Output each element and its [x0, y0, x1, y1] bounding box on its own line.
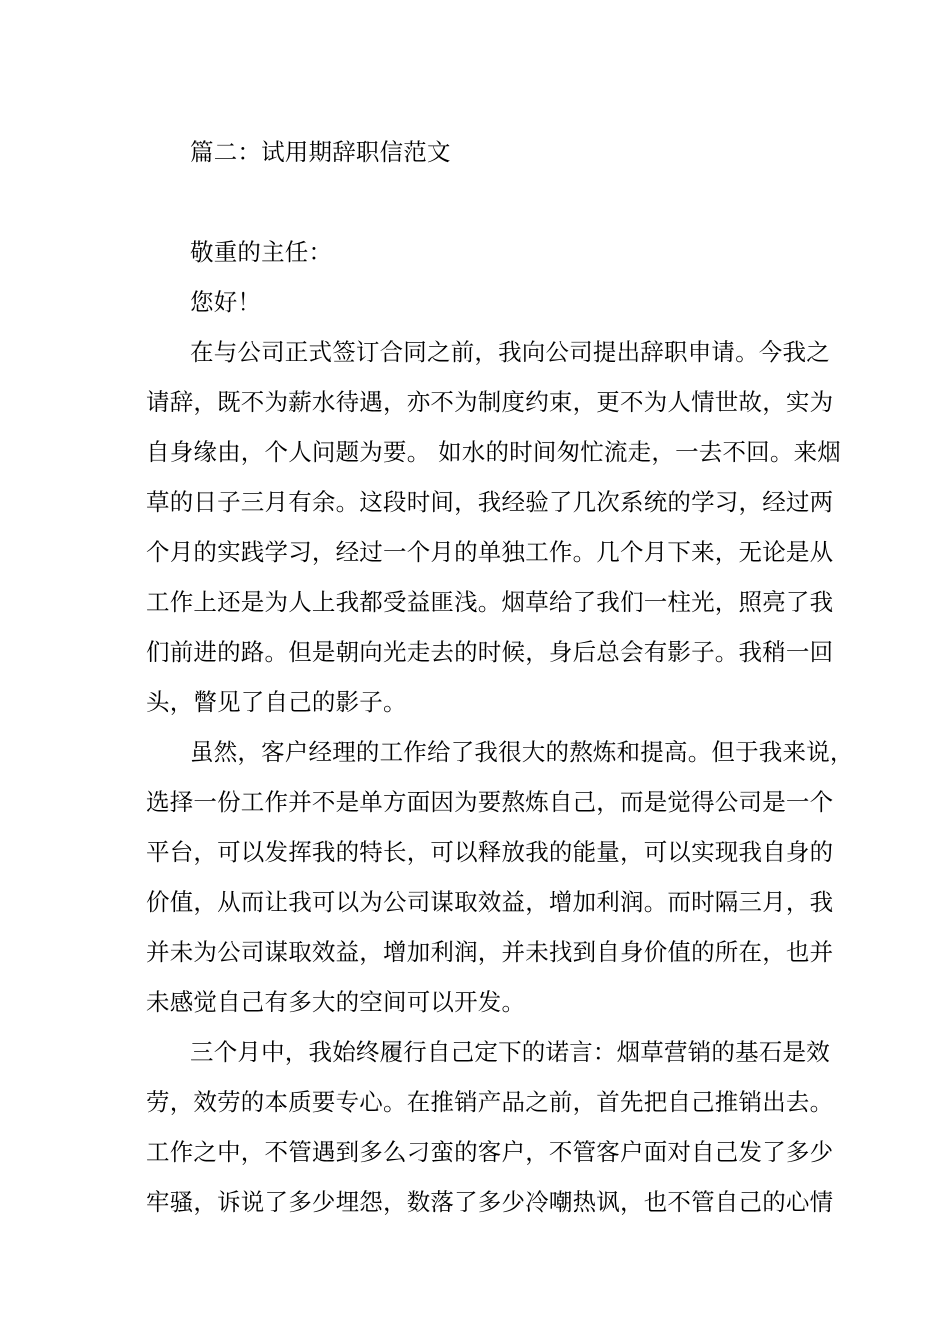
paragraph-1-line-1: 在与公司正式签订合同之前，我向公司提出辞职申请。今我之 [190, 338, 830, 366]
paragraph-1-line-4: 草的日子三月有余。这段时间，我经验了几次系统的学习，经过两 [146, 488, 834, 516]
paragraph-1-line-7: 们前进的路。但是朝向光走去的时候，身后总会有影子。我稍一回 [146, 638, 834, 666]
paragraph-3-line-1: 三个月中，我始终履行自己定下的诺言：烟草营销的基石是效 [190, 1038, 830, 1066]
paragraph-2-line-4: 价值，从而让我可以为公司谋取效益，增加利润。而时隔三月，我 [146, 888, 834, 916]
salutation: 敬重的主任： [190, 238, 333, 266]
paragraph-1-line-2: 请辞，既不为薪水待遇，亦不为制度约束，更不为人情世故，实为 [146, 388, 834, 416]
paragraph-3-line-4: 牢骚，诉说了多少埋怨，数落了多少冷嘲热讽，也不管自己的心情 [146, 1188, 834, 1216]
paragraph-3-line-3: 工作之中，不管遇到多么刁蛮的客户，不管客户面对自己发了多少 [146, 1138, 834, 1166]
paragraph-2-line-6: 未感觉自己有多大的空间可以开发。 [146, 988, 526, 1016]
paragraph-1-line-3: 自身缘由，个人问题为要。 如水的时间匆忙流走，一去不回。来烟 [146, 438, 841, 466]
paragraph-3-line-2: 劳，效劳的本质要专心。在推销产品之前，首先把自己推销出去。 [146, 1088, 834, 1116]
greeting: 您好！ [190, 288, 262, 316]
paragraph-1-line-6: 工作上还是为人上我都受益匪浅。烟草给了我们一柱光，照亮了我 [146, 588, 834, 616]
paragraph-2-line-5: 并未为公司谋取效益，增加利润，并未找到自身价值的所在，也并 [146, 938, 834, 966]
paragraph-2-line-2: 选择一份工作并不是单方面因为要熬炼自己，而是觉得公司是一个 [146, 788, 834, 816]
paragraph-2-line-1: 虽然，客户经理的工作给了我很大的熬炼和提高。但于我来说， [190, 738, 854, 766]
paragraph-1-line-8: 头，瞥见了自己的影子。 [146, 688, 407, 716]
paragraph-2-line-3: 平台，可以发挥我的特长，可以释放我的能量，可以实现我自身的 [146, 838, 834, 866]
paragraph-1-line-5: 个月的实践学习，经过一个月的单独工作。几个月下来，无论是从 [146, 538, 834, 566]
document-title: 篇二：试用期辞职信范文 [190, 138, 451, 166]
